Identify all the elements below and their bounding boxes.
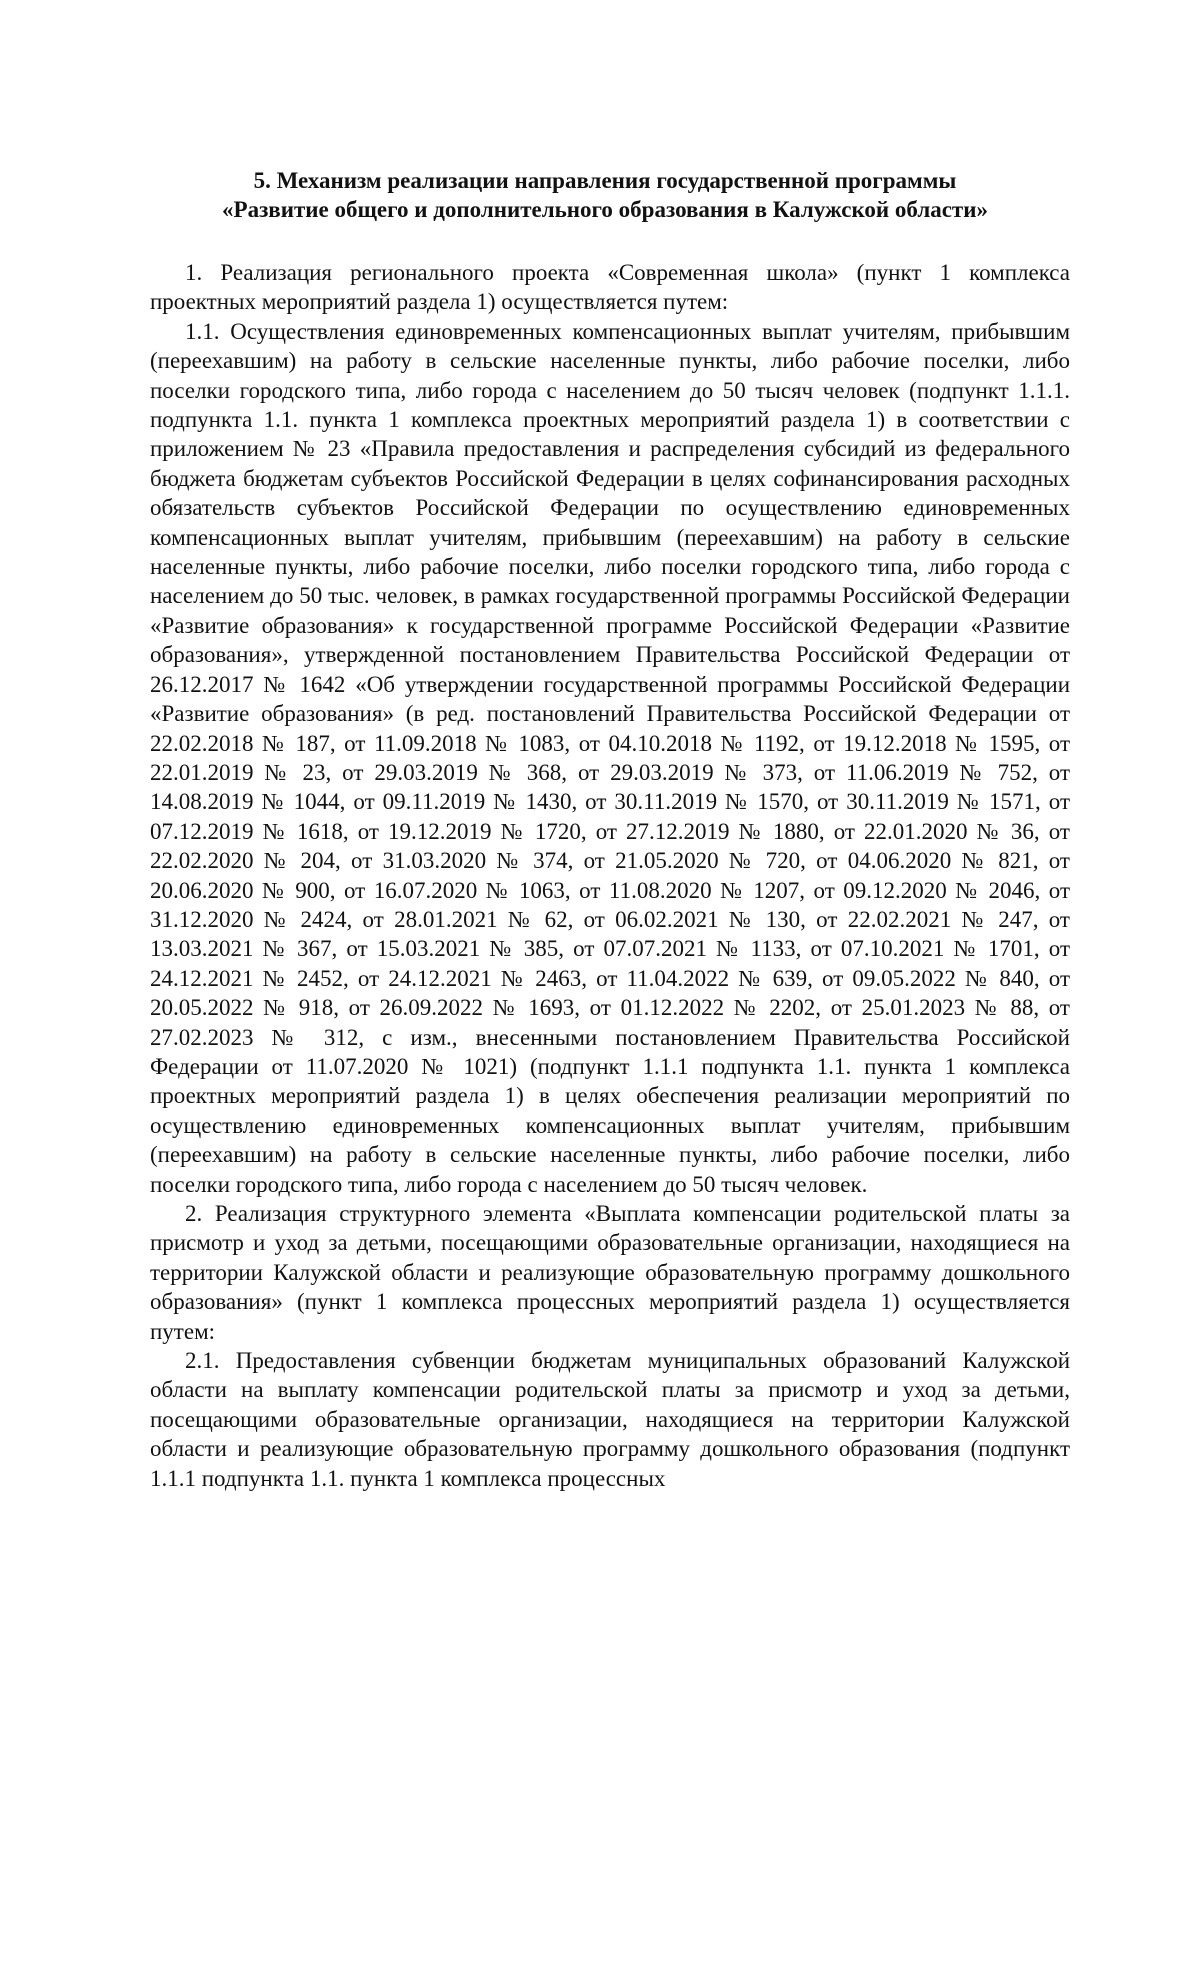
document-body [150,258,1070,1493]
paragraph-1-1: 1.1. Осуществления единовременных компенсационных выплат учителям, прибывшим (переехавшим) на работу в сельские населенные пункты, либо рабочие поселки, либо поселки городского типа, либо города с населением до 50 тысяч человек (подпункт 1.1.1. подпункта 1.1. пункта 1 комплекса проектных мероприятий раздела 1) в соответствии с приложением № 23 «Правила предоставления и распределения субсидий из федерального бюджета бюджетам субъектов Российской Федерации в целях софинансирования расходных обязательств субъектов Российской Федерации по осуществлению единовременных компенсационных выплат учителям, прибывшим (переехавшим) на работу в сельские населенные пункты, либо рабочие поселки, либо поселки городского типа, либо города с населением до 50 тыс. человек, в рамках государственной программы Российской Федерации «Развитие образования» к государственной программе Российской Федерации «Развитие образования», утвержденной постановлением Правительства Российской Федерации от 26.12.2017 № 1642 «Об утверждении государственной программы Российской Федерации «Развитие образования» (в ред. постановлений Правительства Российской Федерации от 22.02.2018 № 187, от 11.09.2018 № 1083, от 04.10.2018 № 1192, от 19.12.2018 № 1595, от 22.01.2019 № 23, от 29.03.2019 № 368, от 29.03.2019 № 373, от 11.06.2019 № 752, от 14.08.2019 № 1044, от 09.11.2019 № 1430, от 30.11.2019 № 1570, от 30.11.2019 № 1571, от 07.12.2019 № 1618, от 19.12.2019 № 1720, от 27.12.2019 № 1880, от 22.01.2020 № 36, от 22.02.2020 № 204, от 31.03.2020 № 374, от 21.05.2020 № 720, от 04.06.2020 № 821, от 20.06.2020 № 900, от 16.07.2020 № 1063, от 11.08.2020 № 1207, от 09.12.2020 № 2046, от 31.12.2020 № 2424, от 28.01.2021 № 62, от 06.02.2021 № 130, от 22.02.2021 № 247, от 13.03.2021 № 367, от 15.03.2021 № 385, от 07.07.2021 № 1133, от 07.10.2021 № 1701, от 24.12.2021 № 2452, от 24.12.2021 № 2463, от 11.04.2022 № 639, от 09.05.2022 № 840, от 20.05.2022 № 918, от 26.09.2022 № 1693, от 01.12.2022 № 2202, от 25.01.2023 № 88, от 27.02.2023 № 312, с изм., внесенными постановлением Правительства Российской Федерации от 11.07.2020 № 1021) (подпункт 1.1.1 подпункта 1.1. пункта 1 комплекса проектных мероприятий раздела 1) в целях обеспечения реализации мероприятий по осуществлению единовременных компенсационных выплат учителям, прибывшим (переехавшим) на работу в сельские населенные пункты, либо рабочие поселки, либо поселки городского типа, либо города с населением до 50 тысяч человек. [150,318,1070,1197]
heading-line-1: 5. Механизм реализации направления государственной программы [253,168,957,193]
section-heading [150,166,1060,224]
paragraph-2-1: 2.1. Предоставления субвенции бюджетам муниципальных образований Калужской области на выплату компенсации родительской платы за присмотр и уход за детьми, посещающими образовательные организации, находящиеся на территории Калужской области и реализующие образовательную программу дошкольного образования (подпункт 1.1.1 подпункта 1.1. пункта 1 комплекса процессных [150,1348,1070,1491]
heading-line-2: «Развитие общего и дополнительного образования в Калужской области» [222,197,988,222]
paragraph-2: 2. Реализация структурного элемента «Выплата компенсации родительской платы за присмотр и уход за детьми, посещающими образовательные организации, находящиеся на территории Калужской области и реализующие образовательную программу дошкольного образования» (пункт 1 комплекса процессных мероприятий раздела 1) осуществляется путем: [150,1201,1070,1344]
paragraph-1: 1. Реализация регионального проекта «Современная школа» (пункт 1 комплекса проектных мероприятий раздела 1) осуществляется путем: [150,260,1070,315]
